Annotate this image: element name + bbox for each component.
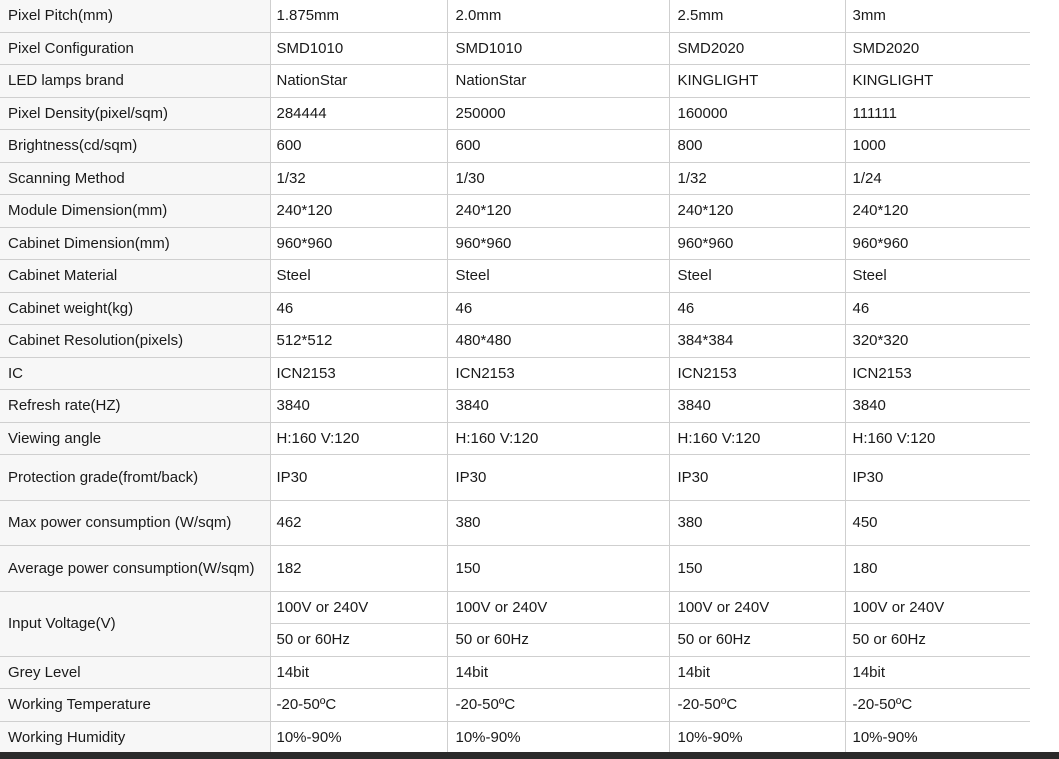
row-value: 50 or 60Hz [669, 624, 845, 657]
row-value: 111111 [845, 97, 1030, 130]
row-label: Viewing angle [0, 422, 270, 455]
row-value: 1.875mm [270, 0, 447, 32]
table-row [0, 689, 1030, 722]
row-value: 380 [447, 500, 669, 546]
row-value: 100V or 240V [270, 591, 447, 624]
row-value: 1/30 [447, 162, 669, 195]
row-label: LED lamps brand [0, 65, 270, 98]
table-row [0, 546, 1030, 592]
row-label: Input Voltage(V) [0, 591, 270, 656]
row-value: 10%-90% [845, 721, 1030, 754]
row-value: IP30 [270, 455, 447, 501]
row-value: 960*960 [447, 227, 669, 260]
row-value: 600 [270, 130, 447, 163]
row-value: 46 [845, 292, 1030, 325]
row-label: Working Temperature [0, 689, 270, 722]
table-row [0, 260, 1030, 293]
row-value: Steel [845, 260, 1030, 293]
row-value: 384*384 [669, 325, 845, 358]
row-label: Protection grade(fromt/back) [0, 455, 270, 501]
table-row [0, 325, 1030, 358]
row-value: 240*120 [270, 195, 447, 228]
row-label: Refresh rate(HZ) [0, 390, 270, 423]
row-value: Steel [669, 260, 845, 293]
row-value: 240*120 [845, 195, 1030, 228]
row-value: ICN2153 [447, 357, 669, 390]
bottom-edge-bar [0, 752, 1059, 759]
row-label: Pixel Density(pixel/sqm) [0, 97, 270, 130]
row-value: 14bit [669, 656, 845, 689]
row-label: IC [0, 357, 270, 390]
row-value: 14bit [447, 656, 669, 689]
table-row [0, 227, 1030, 260]
row-value: 10%-90% [447, 721, 669, 754]
row-value: SMD1010 [447, 32, 669, 65]
row-value: 150 [669, 546, 845, 592]
row-value: 3mm [845, 0, 1030, 32]
row-value: H:160 V:120 [669, 422, 845, 455]
row-label: Cabinet Resolution(pixels) [0, 325, 270, 358]
row-value: Steel [447, 260, 669, 293]
row-value: 50 or 60Hz [845, 624, 1030, 657]
row-value: 150 [447, 546, 669, 592]
row-value: ICN2153 [270, 357, 447, 390]
row-label: Pixel Pitch(mm) [0, 0, 270, 32]
row-value: 960*960 [845, 227, 1030, 260]
table-row [0, 65, 1030, 98]
row-label: Brightness(cd/sqm) [0, 130, 270, 163]
row-value: SMD1010 [270, 32, 447, 65]
row-label: Cabinet Material [0, 260, 270, 293]
table-row [0, 390, 1030, 423]
table-row [0, 97, 1030, 130]
row-value: 3840 [447, 390, 669, 423]
row-value: -20-50ºC [845, 689, 1030, 722]
row-value: 2.5mm [669, 0, 845, 32]
row-value: H:160 V:120 [447, 422, 669, 455]
row-value: 480*480 [447, 325, 669, 358]
row-value: 380 [669, 500, 845, 546]
table-row [0, 422, 1030, 455]
row-value: KINGLIGHT [669, 65, 845, 98]
row-label: Grey Level [0, 656, 270, 689]
row-value: 50 or 60Hz [270, 624, 447, 657]
row-value: ICN2153 [845, 357, 1030, 390]
row-value: SMD2020 [845, 32, 1030, 65]
row-value: 46 [270, 292, 447, 325]
row-value: 46 [669, 292, 845, 325]
row-value: NationStar [270, 65, 447, 98]
row-label: Pixel Configuration [0, 32, 270, 65]
row-value: 100V or 240V [845, 591, 1030, 624]
row-label: Scanning Method [0, 162, 270, 195]
row-value: 800 [669, 130, 845, 163]
row-value: 14bit [845, 656, 1030, 689]
row-label: Cabinet weight(kg) [0, 292, 270, 325]
row-value: 3840 [669, 390, 845, 423]
table-row [0, 195, 1030, 228]
row-value: 462 [270, 500, 447, 546]
row-value: KINGLIGHT [845, 65, 1030, 98]
row-value: 512*512 [270, 325, 447, 358]
row-value: 960*960 [270, 227, 447, 260]
row-label: Cabinet Dimension(mm) [0, 227, 270, 260]
row-value: 50 or 60Hz [447, 624, 669, 657]
row-value: IP30 [447, 455, 669, 501]
row-value: 1/32 [669, 162, 845, 195]
table-row [0, 455, 1030, 501]
table-row [0, 721, 1030, 754]
row-value: SMD2020 [669, 32, 845, 65]
row-value: Steel [270, 260, 447, 293]
row-value: 960*960 [669, 227, 845, 260]
row-value: -20-50ºC [270, 689, 447, 722]
row-value: 100V or 240V [669, 591, 845, 624]
row-value: 600 [447, 130, 669, 163]
table-row [0, 162, 1030, 195]
row-value: H:160 V:120 [845, 422, 1030, 455]
row-label: Working Humidity [0, 721, 270, 754]
table-row [0, 591, 1030, 624]
row-value: 46 [447, 292, 669, 325]
right-margin [1030, 0, 1059, 759]
row-value: 450 [845, 500, 1030, 546]
row-value: 100V or 240V [447, 591, 669, 624]
row-value: 14bit [270, 656, 447, 689]
table-row [0, 500, 1030, 546]
table-row [0, 0, 1030, 32]
row-value: -20-50ºC [669, 689, 845, 722]
row-value: 1/24 [845, 162, 1030, 195]
row-value: 160000 [669, 97, 845, 130]
table-row [0, 292, 1030, 325]
table-row [0, 32, 1030, 65]
row-value: 2.0mm [447, 0, 669, 32]
row-value: IP30 [669, 455, 845, 501]
row-label: Module Dimension(mm) [0, 195, 270, 228]
row-value: 284444 [270, 97, 447, 130]
row-value: 10%-90% [669, 721, 845, 754]
table-row [0, 130, 1030, 163]
row-value: -20-50ºC [447, 689, 669, 722]
row-value: ICN2153 [669, 357, 845, 390]
row-value: 240*120 [447, 195, 669, 228]
row-value: H:160 V:120 [270, 422, 447, 455]
table-row [0, 357, 1030, 390]
row-value: 1/32 [270, 162, 447, 195]
row-value: IP30 [845, 455, 1030, 501]
row-value: 10%-90% [270, 721, 447, 754]
row-value: 1000 [845, 130, 1030, 163]
row-value: 250000 [447, 97, 669, 130]
row-value: NationStar [447, 65, 669, 98]
row-value: 240*120 [669, 195, 845, 228]
row-label: Average power consumption(W/sqm) [0, 546, 270, 592]
row-label: Max power consumption (W/sqm) [0, 500, 270, 546]
row-value: 182 [270, 546, 447, 592]
table-row [0, 656, 1030, 689]
row-value: 180 [845, 546, 1030, 592]
row-value: 3840 [845, 390, 1030, 423]
row-value: 3840 [270, 390, 447, 423]
row-value: 320*320 [845, 325, 1030, 358]
